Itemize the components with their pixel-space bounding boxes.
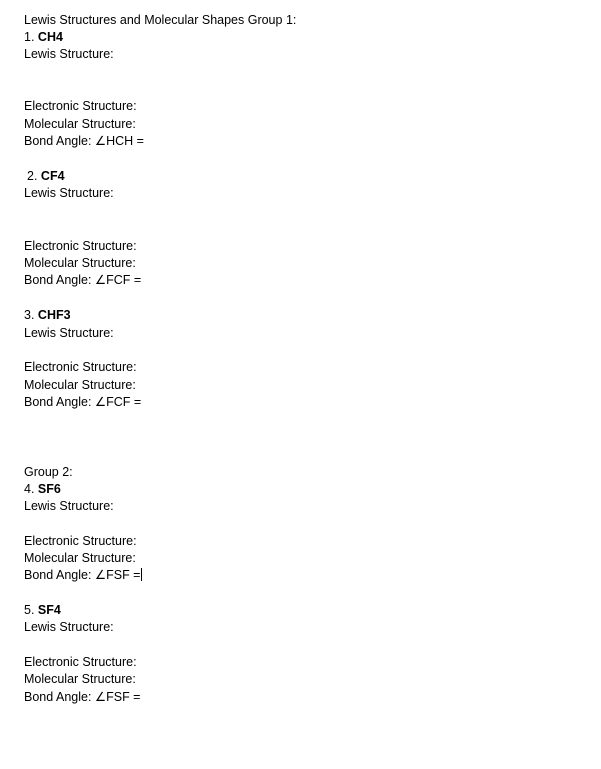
bond-angle-label: Bond Angle: ∠HCH = (24, 134, 144, 148)
item-formula: CH4 (37, 30, 63, 44)
item-5-heading (24, 602, 61, 618)
bond-angle-label: Bond Angle: ∠FCF = (24, 395, 142, 409)
molecular-structure-label: Molecular Structure: (24, 672, 136, 686)
electronic-structure-label: Electronic Structure: (24, 655, 137, 669)
lewis-structure-label: Lewis Structure: (24, 620, 114, 634)
electronic-structure-label: Electronic Structure: (24, 99, 137, 113)
lewis-structure-label: Lewis Structure: (24, 186, 114, 200)
lewis-structure-label: Lewis Structure: (24, 47, 114, 61)
item-number: 1. (24, 30, 35, 44)
item-number: 5. (24, 603, 35, 617)
item-1-heading (24, 29, 63, 45)
electronic-structure-label: Electronic Structure: (24, 239, 137, 253)
molecular-structure-label: Molecular Structure: (24, 378, 136, 392)
lewis-structure-label: Lewis Structure: (24, 499, 114, 513)
electronic-structure-label: Electronic Structure: (24, 534, 137, 548)
bond-angle-label: Bond Angle: ∠FCF = (24, 273, 142, 287)
bond-angle-line[interactable] (24, 567, 142, 583)
item-formula: CF4 (40, 169, 65, 183)
bond-angle-label: Bond Angle: ∠FSF = (24, 690, 141, 704)
item-number: 3. (24, 308, 35, 322)
text-cursor (141, 568, 142, 581)
item-number: 4. (24, 482, 35, 496)
item-formula: SF6 (37, 482, 61, 496)
molecular-structure-label: Molecular Structure: (24, 551, 136, 565)
item-formula: SF4 (37, 603, 61, 617)
molecular-structure-label: Molecular Structure: (24, 256, 136, 270)
lewis-structure-label: Lewis Structure: (24, 326, 114, 340)
bond-angle-label: Bond Angle: ∠FSF = (24, 568, 141, 582)
item-4-heading (24, 481, 61, 497)
molecular-structure-label: Molecular Structure: (24, 117, 136, 131)
item-2-heading (27, 168, 65, 184)
item-formula: CHF3 (37, 308, 71, 322)
electronic-structure-label: Electronic Structure: (24, 360, 137, 374)
item-number: 2. (27, 169, 38, 183)
document-title: Lewis Structures and Molecular Shapes Group 1: (24, 13, 297, 27)
item-3-heading (24, 307, 71, 323)
group-2-label: Group 2: (24, 465, 73, 479)
